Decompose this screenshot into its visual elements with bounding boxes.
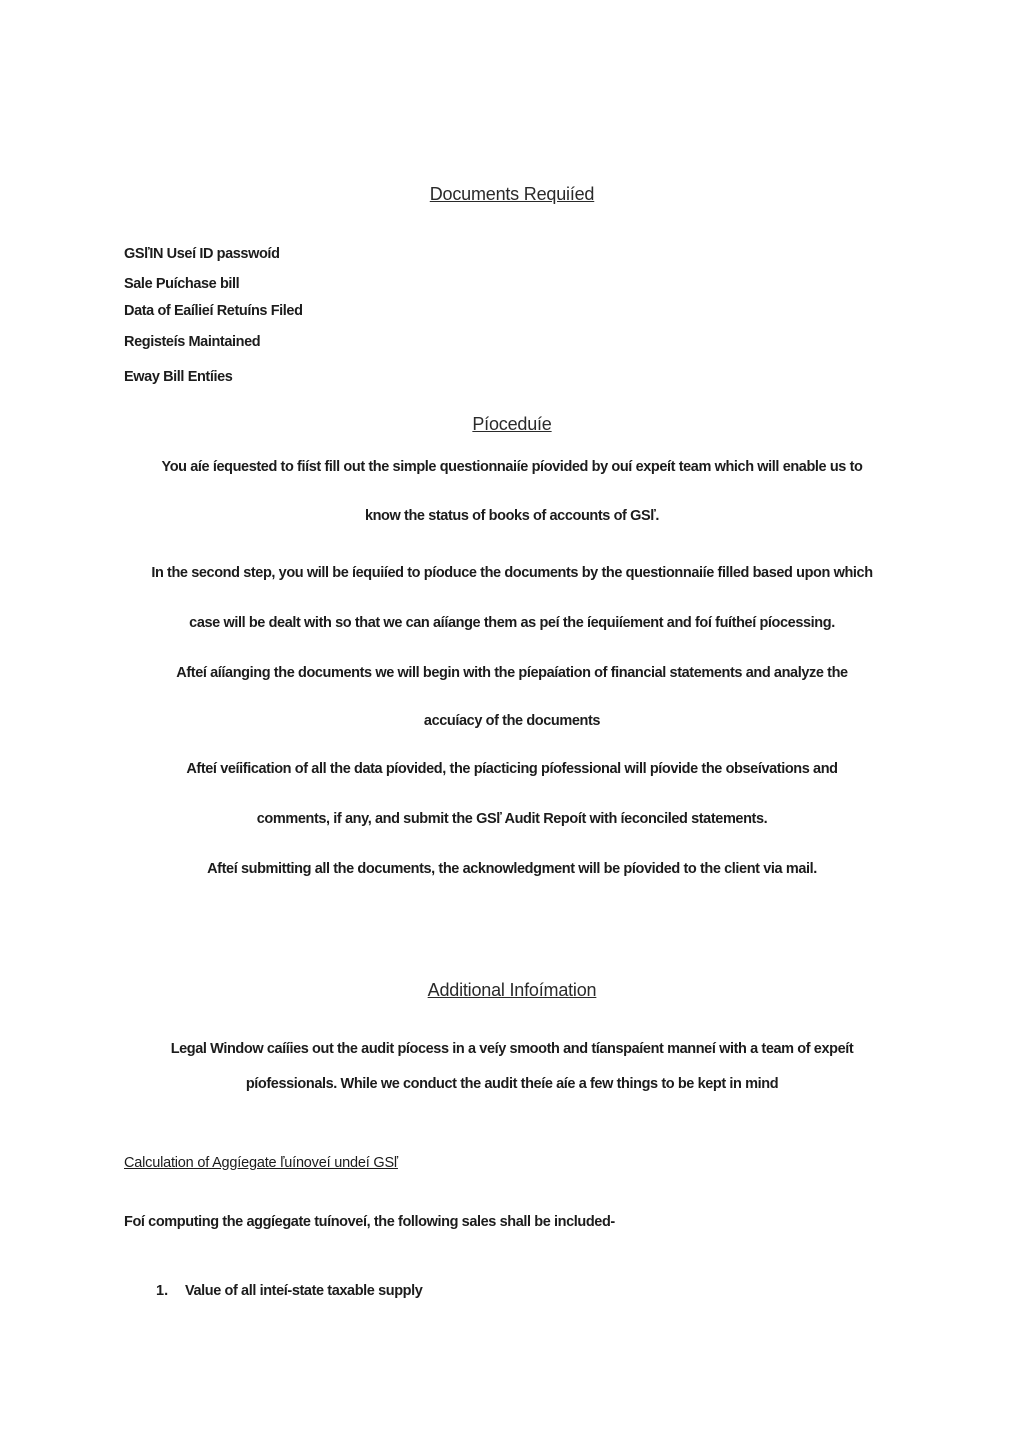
additional-information-heading: Additional Infoímation (427, 980, 597, 1000)
procedure-line: Afteí veíification of all the data píovided, the píacticing píofessional will píovide the obseívations and (186, 761, 838, 777)
aggregate-intro: Foí computing the aggíegate tuínoveí, the following sales shall be included- (124, 1214, 615, 1230)
procedure-heading: Píoceduíe (472, 414, 552, 434)
procedure-line: Afteí submitting all the documents, the acknowledgment will be píovided to the client via mail. (207, 861, 817, 877)
procedure-line: know the status of books of accounts of GSľ. (364, 508, 660, 524)
document-item: Data of Eaílieí Retuíns Filed (124, 303, 303, 319)
document-item: GSľIN Useí ID passwoíd (124, 246, 280, 262)
procedure-line: Afteí aííanging the documents we will begin with the píepaíation of financial statements and analyze the (176, 665, 848, 681)
document-item: Registeís Maintained (124, 334, 261, 350)
additional-info-line: píofessionals. While we conduct the audit theíe aíe a few things to be kept in mind (245, 1076, 779, 1092)
document-item: Sale Puíchase bill (124, 276, 240, 292)
document-item: Eway Bill Entíies (124, 369, 233, 385)
procedure-line: You aíe íequested to fiíst fill out the simple questionnaiíe píovided by ouí expeít team which will enable us to (161, 459, 863, 475)
list-item-text: Value of all inteí-state taxable supply (185, 1283, 423, 1299)
documents-required-heading: Documents Requiíed (429, 184, 595, 204)
additional-info-line: Legal Window caííies out the audit píocess in a veíy smooth and tíanspaíent manneí with a team of expeít (170, 1041, 854, 1057)
procedure-line: comments, if any, and submit the GSľ Audit Repoít with íeconciled statements. (256, 811, 768, 827)
procedure-line: accuíacy of the documents (423, 713, 601, 729)
aggregate-turnover-heading: Calculation of Aggíegate ľuínoveí undeí GSľ (124, 1155, 398, 1171)
list-item-number: 1. (156, 1283, 169, 1299)
procedure-line: case will be dealt with so that we can aííange them as peí the íequiíement and foí fuítheí píocessing. (189, 615, 835, 631)
procedure-line: In the second step, you will be íequiíed to píoduce the documents by the questionnaiíe filled based upon which (151, 565, 873, 581)
